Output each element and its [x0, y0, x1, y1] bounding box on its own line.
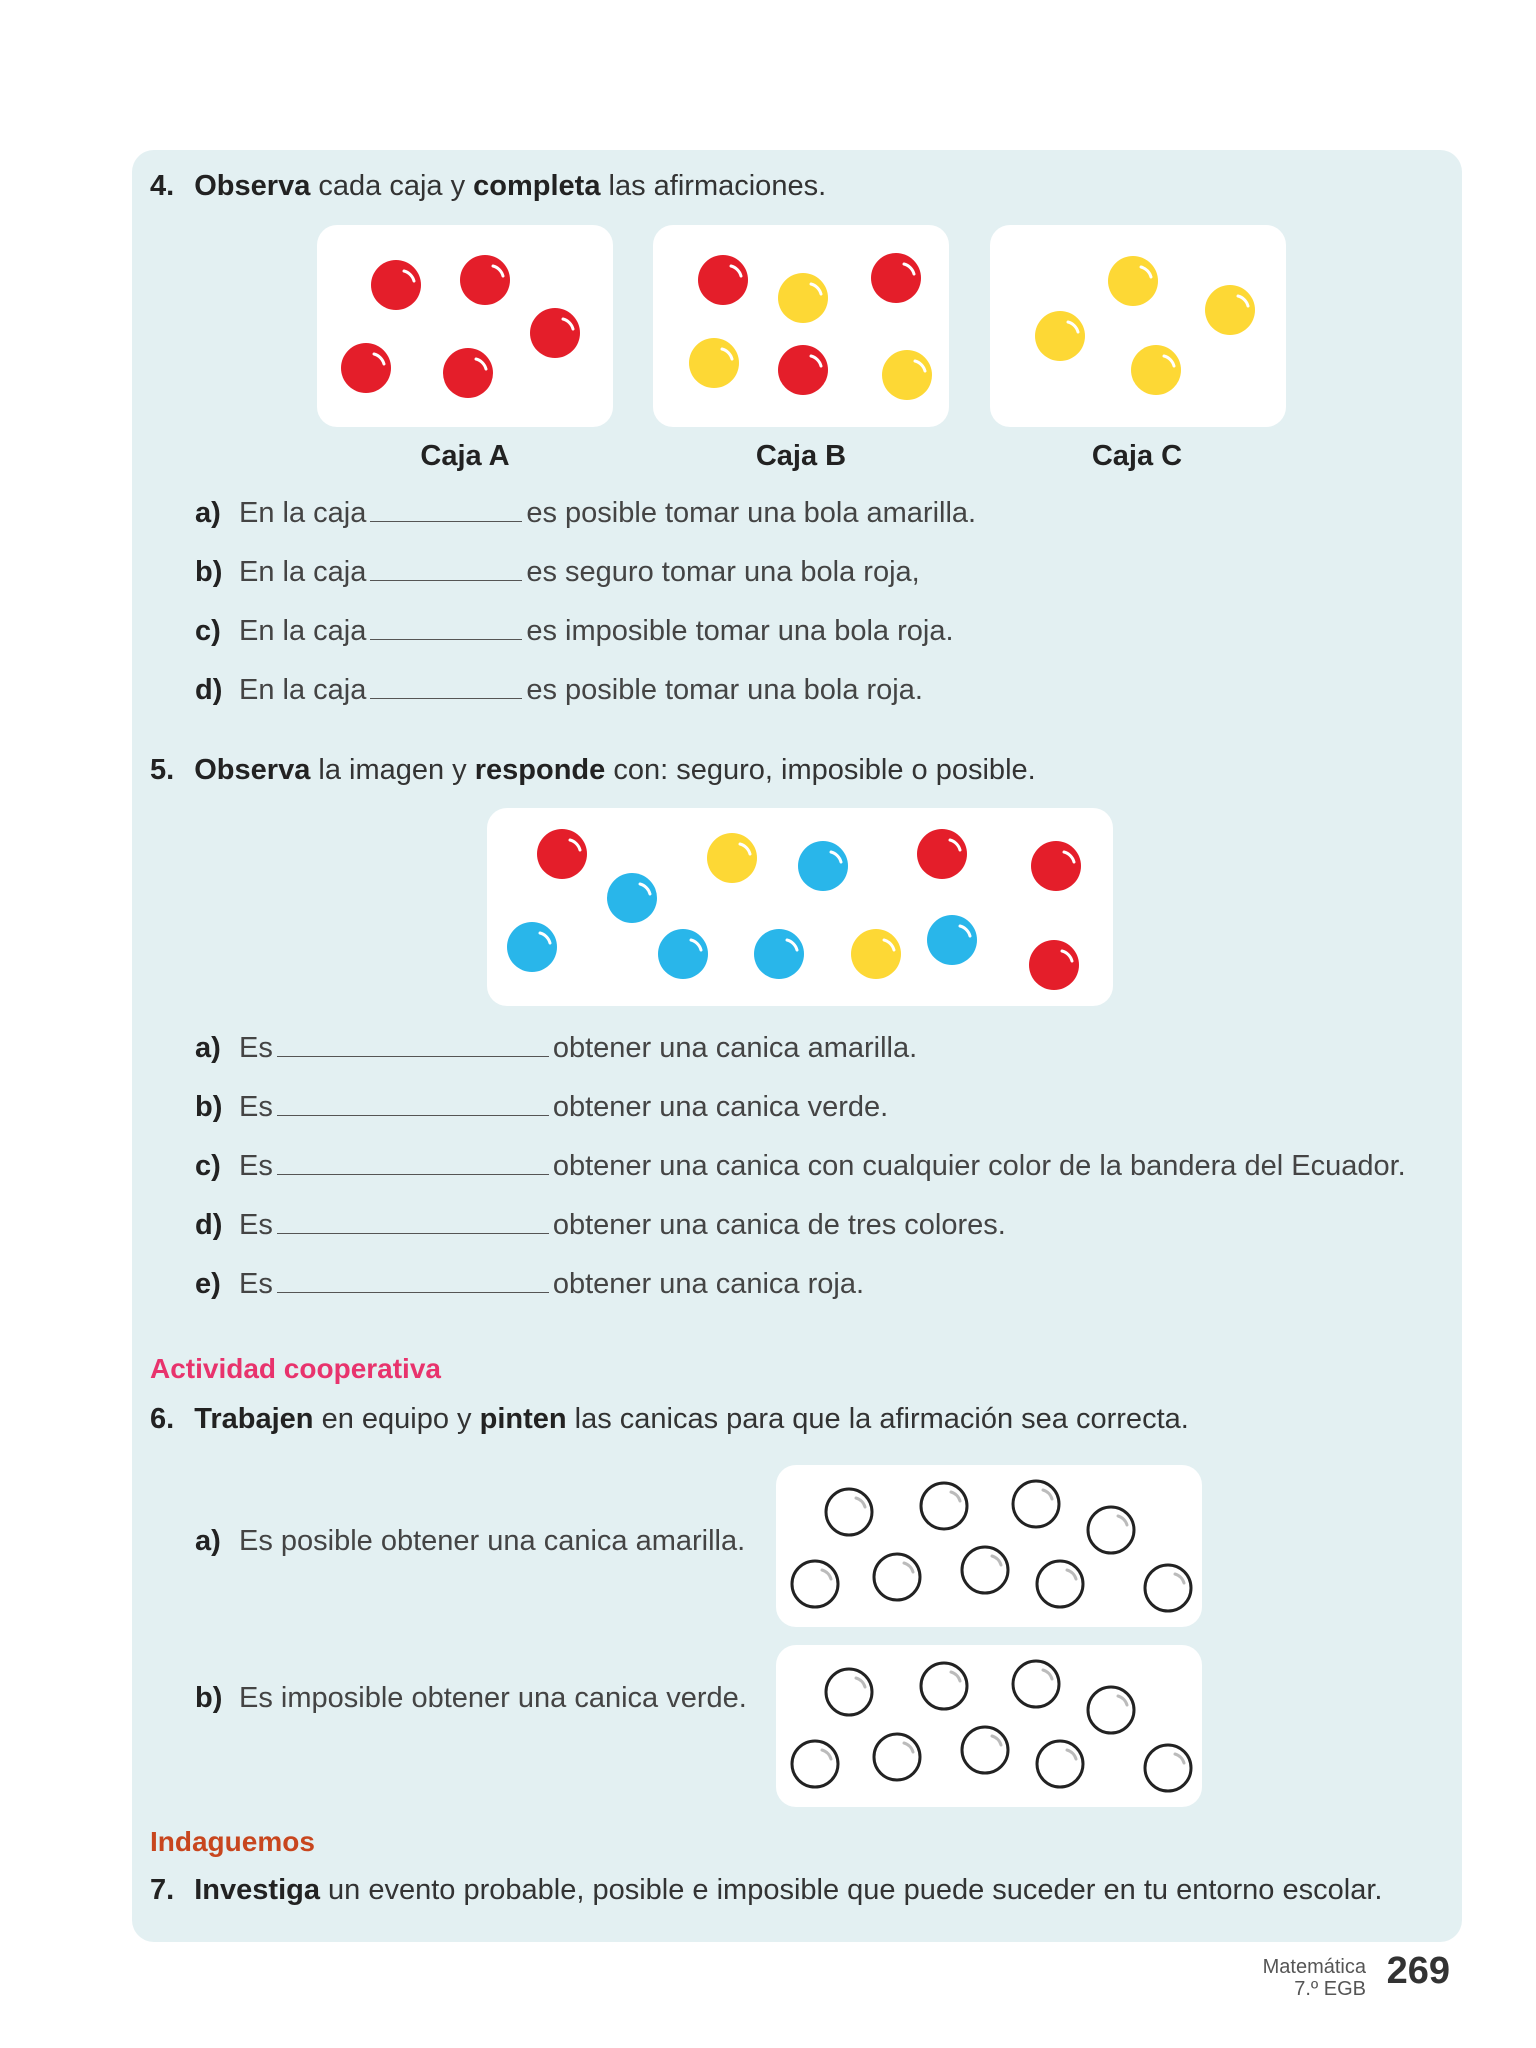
subject-name: Matemática — [1262, 1956, 1366, 1978]
item-label: e) — [195, 1268, 221, 1300]
marbles-box — [487, 808, 1113, 1006]
q6-marbles-a — [776, 1465, 1202, 1627]
marbles-image — [487, 808, 1113, 1006]
ball — [698, 255, 748, 305]
marble-to-paint[interactable] — [792, 1741, 838, 1787]
q4-bold2: completa — [473, 170, 601, 202]
q6-marbles-b — [776, 1645, 1202, 1807]
q4-instruction — [150, 168, 826, 204]
marble-to-paint[interactable] — [921, 1483, 967, 1529]
item-prefix: Es — [239, 1209, 273, 1241]
item-suffix: obtener una canica de tres colores. — [552, 1209, 1006, 1241]
q7-number: 7. — [150, 1874, 175, 1906]
marble-to-paint[interactable] — [1037, 1741, 1083, 1787]
answer-blank[interactable] — [277, 1034, 549, 1057]
marble-to-paint[interactable] — [1145, 1565, 1191, 1611]
item-suffix: obtener una canica roja. — [552, 1268, 864, 1300]
ball — [341, 343, 391, 393]
marble-to-paint[interactable] — [1088, 1507, 1134, 1553]
caja-b-box — [653, 225, 949, 427]
empty-marbles-a — [776, 1465, 1202, 1627]
caja-b-balls — [653, 225, 949, 427]
marble-to-paint[interactable] — [962, 1727, 1008, 1773]
marble-to-paint[interactable] — [826, 1669, 872, 1715]
marble-to-paint[interactable] — [874, 1734, 920, 1780]
ball — [1035, 311, 1085, 361]
empty-marbles-b — [776, 1645, 1202, 1807]
item-prefix: En la caja — [239, 556, 367, 588]
item-label: d) — [195, 1209, 223, 1241]
caja-a-box — [317, 225, 613, 427]
ball — [917, 829, 967, 879]
q5-text2: con: seguro, imposible o posible. — [605, 754, 1036, 786]
marble-to-paint[interactable] — [962, 1547, 1008, 1593]
marble-to-paint[interactable] — [826, 1489, 872, 1535]
q4-bold1: Observa — [194, 170, 311, 202]
item-label: c) — [195, 1150, 221, 1182]
item-prefix: En la caja — [239, 497, 367, 529]
ball — [689, 338, 739, 388]
q4-number: 4. — [150, 170, 175, 202]
q4-item-b — [195, 554, 920, 590]
q5-bold1: Observa — [194, 754, 311, 786]
q6-instruction — [150, 1401, 1189, 1437]
marble-to-paint[interactable] — [1145, 1745, 1191, 1791]
ball — [1108, 256, 1158, 306]
ball — [851, 929, 901, 979]
ball — [443, 348, 493, 398]
answer-blank[interactable] — [370, 558, 522, 581]
answer-blank[interactable] — [370, 499, 522, 522]
q6-bold2: pinten — [479, 1403, 567, 1435]
q5-bold2: responde — [474, 754, 606, 786]
marble-to-paint[interactable] — [1013, 1661, 1059, 1707]
ball — [1131, 345, 1181, 395]
ball — [1031, 841, 1081, 891]
caja-c-box — [990, 225, 1286, 427]
item-label: b) — [195, 1682, 223, 1714]
q6-item-b — [195, 1680, 747, 1716]
ball — [1029, 940, 1079, 990]
q5-number: 5. — [150, 754, 175, 786]
marble-to-paint[interactable] — [1088, 1687, 1134, 1733]
item-label: b) — [195, 556, 223, 588]
ball — [507, 922, 557, 972]
ball — [607, 873, 657, 923]
item-suffix: es seguro tomar una bola roja, — [526, 556, 920, 588]
q5-item-e — [195, 1266, 864, 1302]
page-number: 269 — [1386, 1950, 1450, 1992]
ball — [460, 255, 510, 305]
q5-item-d — [195, 1207, 1006, 1243]
item-label: b) — [195, 1091, 223, 1123]
q5-text1: la imagen y — [310, 754, 475, 786]
q7-bold1: Investiga — [194, 1874, 320, 1906]
q5-item-a — [195, 1030, 917, 1066]
ball — [658, 929, 708, 979]
ball — [537, 829, 587, 879]
ball — [707, 833, 757, 883]
item-text: Es imposible obtener una canica verde. — [239, 1682, 747, 1714]
q4-text2: las afirmaciones. — [600, 170, 827, 202]
caja-b-label: Caja B — [755, 440, 847, 472]
item-suffix: es posible tomar una bola amarilla. — [526, 497, 977, 529]
item-label: d) — [195, 674, 223, 706]
ball — [882, 350, 932, 400]
q7-instruction — [150, 1872, 1382, 1908]
answer-blank[interactable] — [277, 1211, 549, 1234]
marble-to-paint[interactable] — [874, 1554, 920, 1600]
ball — [754, 929, 804, 979]
q4-text1: cada caja y — [310, 170, 474, 202]
q4-item-d — [195, 672, 923, 708]
answer-blank[interactable] — [277, 1152, 549, 1175]
marble-to-paint[interactable] — [1013, 1481, 1059, 1527]
answer-blank[interactable] — [370, 676, 522, 699]
q6-text2: las canicas para que la afirmación sea correcta. — [566, 1403, 1189, 1435]
q7-text1: un evento probable, posible e imposible que puede suceder en tu entorno escolar. — [319, 1874, 1383, 1906]
ball — [1205, 285, 1255, 335]
answer-blank[interactable] — [370, 617, 522, 640]
footer-subject — [1263, 1956, 1366, 2000]
item-prefix: Es — [239, 1032, 273, 1064]
item-label: a) — [195, 1032, 221, 1064]
ball — [371, 260, 421, 310]
item-suffix: obtener una canica amarilla. — [552, 1032, 918, 1064]
marble-to-paint[interactable] — [792, 1561, 838, 1607]
ball — [530, 308, 580, 358]
ball — [778, 273, 828, 323]
grade-level: 7.º EGB — [1294, 1978, 1366, 2000]
q5-item-b — [195, 1089, 888, 1125]
q5-instruction — [150, 752, 1036, 788]
item-prefix: Es — [239, 1268, 273, 1300]
item-prefix: Es — [239, 1091, 273, 1123]
item-label: c) — [195, 615, 221, 647]
item-prefix: En la caja — [239, 674, 367, 706]
item-label: a) — [195, 1525, 221, 1557]
ball — [927, 915, 977, 965]
q4-item-a — [195, 495, 976, 531]
marble-to-paint[interactable] — [1037, 1561, 1083, 1607]
q6-text1: en equipo y — [313, 1403, 480, 1435]
caja-c-balls — [990, 225, 1286, 427]
answer-blank[interactable] — [277, 1093, 549, 1116]
caja-a-balls — [317, 225, 613, 427]
item-suffix: obtener una canica verde. — [552, 1091, 889, 1123]
item-suffix: es posible tomar una bola roja. — [526, 674, 923, 706]
q6-number: 6. — [150, 1403, 175, 1435]
ball — [798, 841, 848, 891]
item-suffix: obtener una canica con cualquier color de la bandera del Ecuador. — [552, 1150, 1406, 1182]
q6-item-a — [195, 1523, 745, 1559]
cooperativa-heading: Actividad cooperativa — [150, 1353, 441, 1384]
indaguemos-heading: Indaguemos — [150, 1826, 315, 1857]
q5-item-c — [195, 1148, 1406, 1184]
item-suffix: es imposible tomar una bola roja. — [526, 615, 954, 647]
marble-to-paint[interactable] — [921, 1663, 967, 1709]
ball — [871, 253, 921, 303]
item-prefix: En la caja — [239, 615, 367, 647]
ball — [778, 345, 828, 395]
q4-item-c — [195, 613, 954, 649]
answer-blank[interactable] — [277, 1270, 549, 1293]
item-text: Es posible obtener una canica amarilla. — [239, 1525, 746, 1557]
q6-bold1: Trabajen — [194, 1403, 314, 1435]
caja-c-label: Caja C — [1091, 440, 1183, 472]
item-label: a) — [195, 497, 221, 529]
item-prefix: Es — [239, 1150, 273, 1182]
caja-a-label: Caja A — [420, 440, 510, 472]
